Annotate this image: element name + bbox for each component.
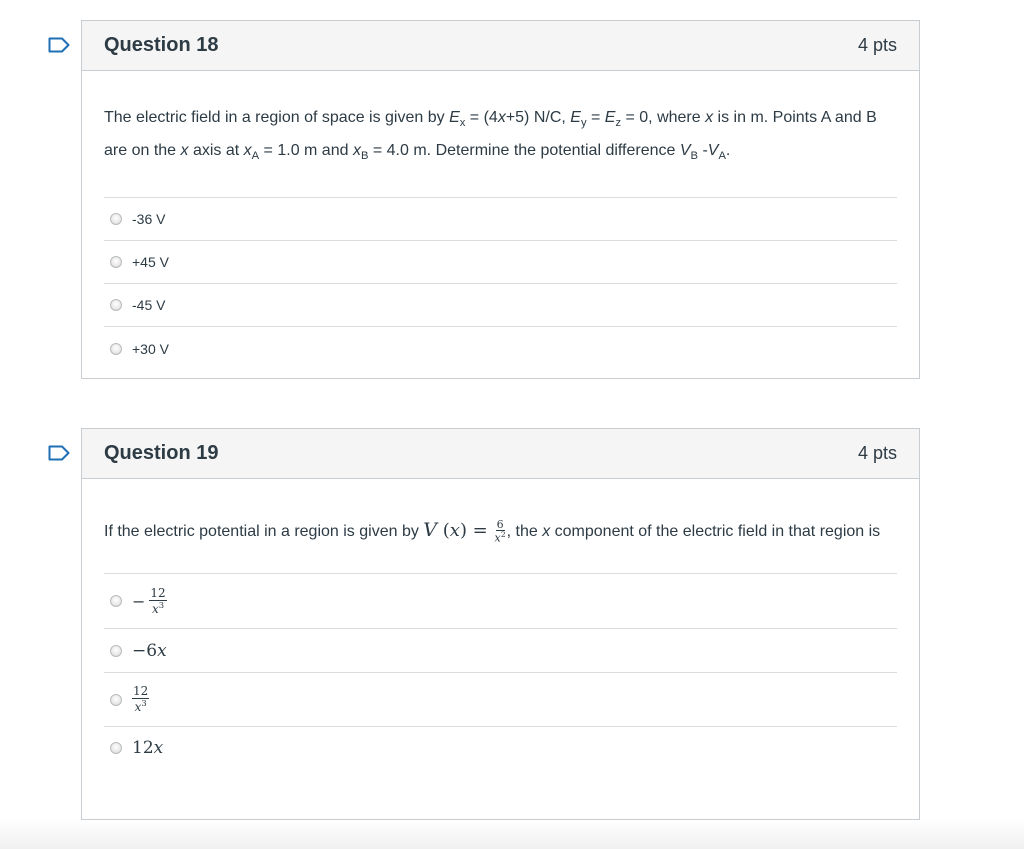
answer-option[interactable] — [104, 198, 897, 241]
question-header — [82, 21, 919, 71]
math-var: x — [157, 640, 167, 661]
text-sub: A — [718, 150, 726, 163]
text-segment: - — [698, 142, 708, 160]
text-sub: A — [251, 150, 260, 163]
question-18 — [81, 20, 920, 379]
flag-question-icon[interactable] — [48, 445, 70, 461]
text-sub: x — [459, 117, 466, 130]
question-text — [104, 71, 897, 197]
radio-unchecked-icon[interactable] — [110, 213, 122, 225]
math-exponent: 3 — [158, 599, 165, 610]
fraction-numerator: 12 — [133, 684, 149, 699]
math-var: x — [153, 738, 164, 758]
text-segment: . — [725, 142, 731, 160]
text-var: V — [679, 142, 691, 160]
text-segment: , the — [506, 523, 543, 540]
radio-unchecked-icon[interactable] — [110, 694, 122, 706]
text-segment: = 4.0 m. Determine the potential difference — [368, 142, 680, 160]
answer-list — [104, 573, 897, 769]
text-segment: = 0, where — [621, 109, 706, 126]
answer-label[interactable] — [132, 641, 167, 661]
math-symbol: ) = — [459, 520, 494, 541]
fraction-denominator — [151, 601, 165, 616]
text-segment: The electric field in a region of space is given by — [104, 109, 450, 126]
text-var: E — [604, 109, 616, 126]
question-title: Question 19 — [104, 442, 219, 464]
radio-unchecked-icon[interactable] — [110, 595, 122, 607]
answer-label[interactable] — [132, 685, 149, 713]
fraction-denominator — [494, 531, 507, 544]
text-segment: = (4 — [465, 109, 498, 126]
math-exponent: 2 — [500, 530, 506, 540]
answer-label[interactable]: +30 V — [132, 340, 169, 357]
text-var: x — [243, 142, 252, 160]
text-segment: axis at — [188, 142, 244, 160]
answer-option[interactable] — [104, 327, 897, 370]
text-sub: B — [360, 150, 369, 163]
math-var: x — [449, 520, 460, 541]
answer-option[interactable] — [104, 241, 897, 284]
math-sign: − — [132, 591, 146, 611]
question-text — [104, 479, 897, 573]
question-body — [82, 71, 919, 370]
math-fraction — [149, 587, 166, 615]
answer-list — [104, 197, 897, 370]
question-body — [82, 479, 919, 769]
answer-option[interactable] — [104, 284, 897, 327]
radio-unchecked-icon[interactable] — [110, 299, 122, 311]
radio-unchecked-icon[interactable] — [110, 256, 122, 268]
text-var: x — [180, 142, 189, 160]
text-sub: y — [580, 117, 587, 130]
radio-unchecked-icon[interactable] — [110, 645, 122, 657]
math-number: 12 — [132, 738, 154, 758]
math-fraction — [132, 685, 149, 713]
answer-label[interactable] — [132, 587, 167, 615]
answer-label[interactable]: -36 V — [132, 211, 166, 228]
question-points: 4 pts — [857, 35, 897, 55]
text-segment: = 1.0 m and — [259, 142, 353, 160]
fraction-denominator — [134, 699, 148, 714]
question-header — [82, 429, 919, 479]
text-segment: is in m. Points A and B are on the — [104, 109, 877, 160]
radio-unchecked-icon[interactable] — [110, 742, 122, 754]
text-var: E — [570, 109, 581, 126]
text-var: V — [707, 142, 719, 160]
question-title: Question 18 — [104, 34, 219, 56]
text-segment: +5) N/C, — [505, 109, 571, 126]
math-var: x — [134, 700, 142, 714]
fraction-numerator: 6 — [496, 517, 504, 531]
text-sub: B — [690, 150, 698, 163]
question-19 — [81, 428, 920, 820]
answer-label[interactable] — [132, 738, 163, 758]
text-var: E — [449, 109, 460, 126]
radio-unchecked-icon[interactable] — [110, 343, 122, 355]
answer-option[interactable] — [104, 574, 897, 629]
question-points: 4 pts — [857, 443, 897, 463]
math-var: x — [494, 532, 501, 546]
text-var: x — [497, 109, 506, 126]
math-number: −6 — [132, 640, 158, 661]
answer-option[interactable] — [104, 727, 897, 769]
text-segment: If the electric potential in a region is given by — [104, 523, 424, 540]
text-sub: z — [615, 117, 622, 130]
bottom-shadow — [0, 819, 1024, 849]
text-var: x — [542, 523, 551, 540]
math-var: V — [423, 519, 438, 541]
math-symbol: ( — [437, 520, 450, 541]
math-fraction — [494, 519, 507, 545]
text-segment: = — [586, 109, 605, 126]
text-var: x — [352, 142, 361, 160]
answer-option[interactable] — [104, 629, 897, 673]
flag-question-icon[interactable] — [48, 37, 70, 53]
text-segment: component of the electric field in that region is — [550, 523, 881, 540]
text-var: x — [705, 109, 714, 126]
answer-label[interactable]: +45 V — [132, 254, 169, 271]
answer-option[interactable] — [104, 673, 897, 727]
math-var: x — [151, 601, 159, 616]
fraction-numerator: 12 — [150, 585, 166, 600]
math-exponent: 3 — [141, 698, 147, 708]
answer-label[interactable]: -45 V — [132, 297, 166, 314]
